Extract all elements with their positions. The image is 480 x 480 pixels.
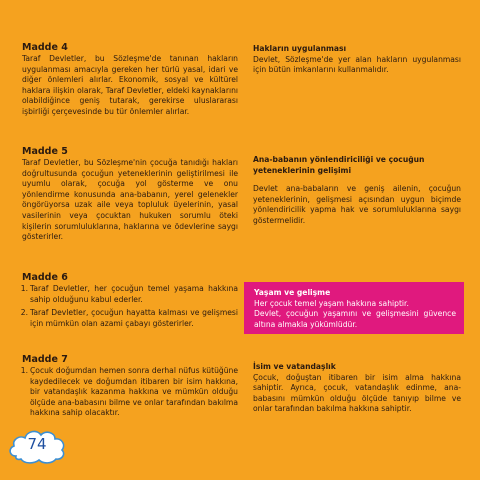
rights-implementation-text: Devlet, Sözleşme'de yer alan hakların uygulanması için bütün imkanlarını kullanmalıdır. bbox=[253, 54, 461, 75]
madde-6-title: Madde 6 bbox=[22, 272, 68, 283]
list-text: Taraf Devletler, her çocuğun temel yaşama hakkına sahip olduğunu kabul ederler. bbox=[30, 284, 238, 304]
parental-guidance-text: Devlet ana-babaların ve geniş ailenin, çocuğun yeteneklerinin, gelişmesi açısından uygun biçimde yönlendiricilik yapma hak ve sorumluluklarına saygı göstermelidir. bbox=[253, 184, 461, 225]
madde-7-list bbox=[22, 366, 238, 419]
rights-implementation-title: Hakların uygulanması bbox=[253, 44, 347, 53]
madde-4-section bbox=[22, 42, 238, 118]
page-number-badge bbox=[6, 426, 68, 466]
madde-6-section bbox=[22, 272, 238, 332]
name-nationality-title: İsim ve vatandaşlık bbox=[253, 362, 336, 371]
name-nationality-text: Çocuk, doğuştan itibaren bir isim alma hakkına sahiptir. Ayrıca, çocuk, vatandaşlık edinme, ana-babasını mümkün olduğu ölçüde tanıyıp bilme ve onlar tarafından bakılma hakkına sahiptir. bbox=[253, 372, 461, 414]
madde-4-text: Taraf Devletler, bu Sözleşme'de tanınan hakların uygulanması amacıyla gereken her türlü yasal, idari ve diğer önlemleri alırlar. Ekonomik, sosyal ve kültürel haklara ilişkin olarak, Taraf Devletler, eldeki kaynaklarını olabildiğince geniş tutarak, gerekirse uluslararası işbirliği çerçevesinde bu tür önlemler alırlar. bbox=[22, 54, 238, 116]
page-number: 74 bbox=[27, 435, 47, 453]
rights-implementation-section bbox=[253, 44, 461, 76]
name-nationality-section bbox=[253, 362, 461, 415]
list-number: 2. bbox=[20, 308, 28, 318]
life-development-text-2: Devlet, çocuğun yaşamını ve gelişmesini güvence altına almakla yükümlüdür. bbox=[254, 309, 456, 329]
list-item bbox=[22, 366, 238, 419]
madde-5-section bbox=[22, 146, 238, 243]
madde-7-section bbox=[22, 354, 238, 422]
list-item bbox=[22, 284, 238, 305]
list-text: Taraf Devletler, çocuğun hayatta kalması ve gelişmesi için mümkün olan azami çabayı gösterirler. bbox=[30, 308, 238, 328]
madde-4-title: Madde 4 bbox=[22, 42, 68, 53]
list-item bbox=[22, 308, 238, 329]
parental-guidance-title: Ana-babanın yönlendiriciliği ve çocuğun yeteneklerinin gelişimi bbox=[253, 155, 425, 175]
madde-6-list bbox=[22, 284, 238, 329]
life-development-highlight-box bbox=[244, 282, 464, 334]
madde-5-title: Madde 5 bbox=[22, 146, 68, 157]
life-development-title: Yaşam ve gelişme bbox=[254, 288, 331, 297]
list-text: Çocuk doğumdan hemen sonra derhal nüfus kütüğüne kaydedilecek ve doğumdan itibaren bir isim hakkına, bir vatandaşlık kazanma hakkına ve mümkün olduğu ölçüde ana-babasını bilme ve onlar tarafından bakılma hakkına sahip olacaktır. bbox=[30, 366, 238, 418]
life-development-text-1: Her çocuk temel yaşam hakkına sahiptir. bbox=[254, 298, 409, 308]
parental-guidance-section bbox=[253, 155, 461, 227]
list-number: 1. bbox=[20, 366, 28, 375]
madde-5-text: Taraf Devletler, bu Sözleşme'nin çocuğa tanıdığı hakları doğrultusunda çocuğun yeteneklerinin geliştirilmesi ile uyumlu olarak, çocuğa yol gösterme ve onu yönlendirme konusunda ana-babanın, yerel gelenekler öngörüyorsa uzak aile veya topluluk üyelerinin, yasal vasilerinin veya çocuktan hukuken sorumlu öteki kişilerin sorumluluklarına, haklarına ve ödevlerine saygı gösterirler. bbox=[22, 158, 238, 242]
list-number: 1. bbox=[20, 284, 28, 293]
madde-7-title: Madde 7 bbox=[22, 354, 68, 365]
